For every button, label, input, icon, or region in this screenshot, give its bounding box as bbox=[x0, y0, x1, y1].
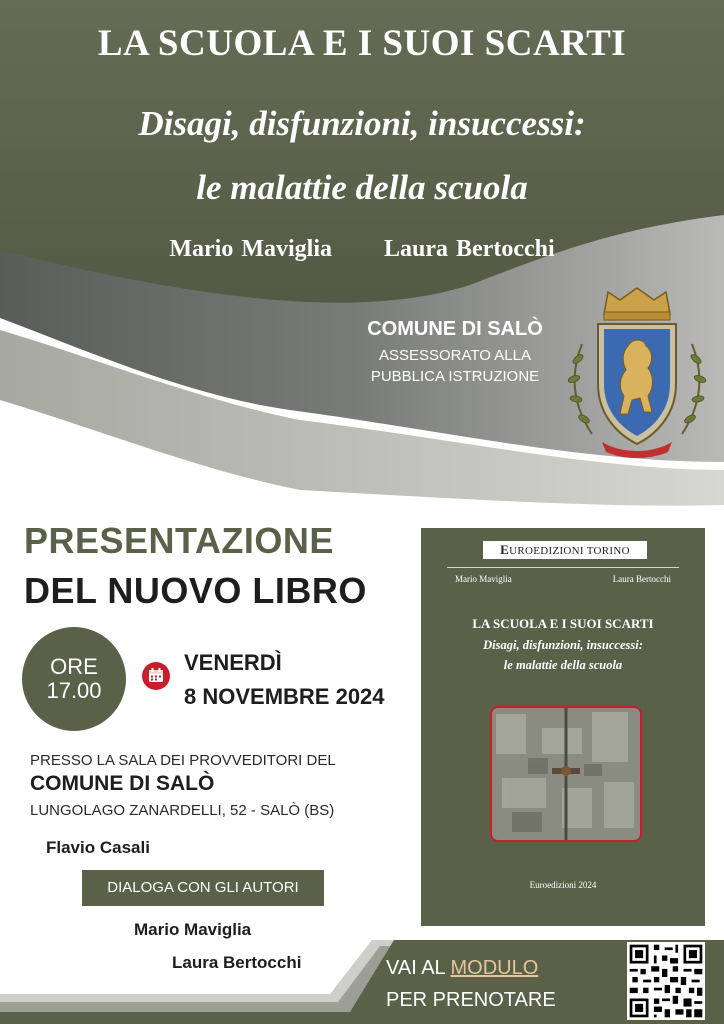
calendar-icon bbox=[142, 662, 170, 690]
book-author-left: Mario Maviglia bbox=[455, 574, 512, 584]
speaker-name: Mario Maviglia bbox=[134, 920, 252, 939]
venue-address: LUNGOLAGO ZANARDELLI, 52 - SALÒ (BS) bbox=[30, 802, 335, 819]
book-title: LA SCUOLA E I SUOI SCARTI bbox=[472, 616, 654, 631]
book-cover-photo bbox=[490, 706, 642, 842]
organizer-block bbox=[330, 318, 580, 387]
poster-authors bbox=[0, 236, 724, 263]
organizer-dept bbox=[330, 345, 580, 387]
book-footer: Euroedizioni 2024 bbox=[529, 880, 597, 890]
book-cover bbox=[421, 528, 705, 926]
booking-form-link[interactable]: MODULO bbox=[450, 957, 539, 979]
time-badge bbox=[22, 627, 126, 731]
poster-subtitle-line2: le malattie della scuola bbox=[196, 168, 528, 207]
door-image-icon bbox=[492, 708, 640, 840]
presentation-subheading: DEL NUOVO LIBRO bbox=[24, 570, 367, 611]
event-date: 8 NOVEMBRE 2024 bbox=[184, 684, 385, 709]
cta-line2: PER PRENOTARE bbox=[386, 989, 556, 1011]
publisher-initial: E bbox=[500, 542, 510, 557]
dialogue-label: DIALOGA CON GLI AUTORI bbox=[82, 870, 324, 906]
organizer-name: COMUNE DI SALÒ bbox=[367, 318, 543, 340]
organizer-dept-line1: ASSESSORATO ALLA bbox=[378, 347, 531, 364]
time-value: 17.00 bbox=[46, 678, 102, 703]
venue-name: COMUNE DI SALÒ bbox=[30, 772, 215, 795]
publisher-name: UROEDIZIONI TORINO bbox=[509, 545, 630, 557]
coat-of-arms-icon bbox=[562, 284, 712, 462]
book-subtitle-line2: le malattie della scuola bbox=[503, 658, 623, 672]
moderator-name: Flavio Casali bbox=[46, 838, 150, 857]
cta-prefix: VAI AL bbox=[386, 957, 445, 979]
presentation-heading: PRESENTAZIONE bbox=[24, 520, 334, 561]
poster-title: LA SCUOLA E I SUOI SCARTI bbox=[97, 23, 627, 64]
book-divider bbox=[447, 567, 679, 568]
book-publisher bbox=[483, 541, 647, 559]
speaker-name: Laura Bertocchi bbox=[172, 953, 302, 972]
venue-line1: PRESSO LA SALA DEI PROVVEDITORI DEL bbox=[30, 752, 336, 769]
bottom-band bbox=[0, 940, 724, 1024]
book-subtitle-line1: Disagi, disfunzioni, insuccessi: bbox=[483, 638, 643, 652]
author-name: Mario Maviglia bbox=[169, 236, 332, 262]
booking-cta bbox=[386, 952, 556, 1016]
organizer-dept-line2: PUBBLICA ISTRUZIONE bbox=[370, 368, 540, 385]
author-name: Laura Bertocchi bbox=[384, 236, 555, 262]
book-author-right: Laura Bertocchi bbox=[612, 574, 671, 584]
poster-subtitle-line1: Disagi, disfunzioni, insuccessi: bbox=[138, 104, 586, 143]
event-day: VENERDÌ bbox=[184, 650, 282, 675]
qr-code-icon[interactable] bbox=[627, 942, 705, 1020]
time-label: ORE bbox=[50, 654, 98, 679]
